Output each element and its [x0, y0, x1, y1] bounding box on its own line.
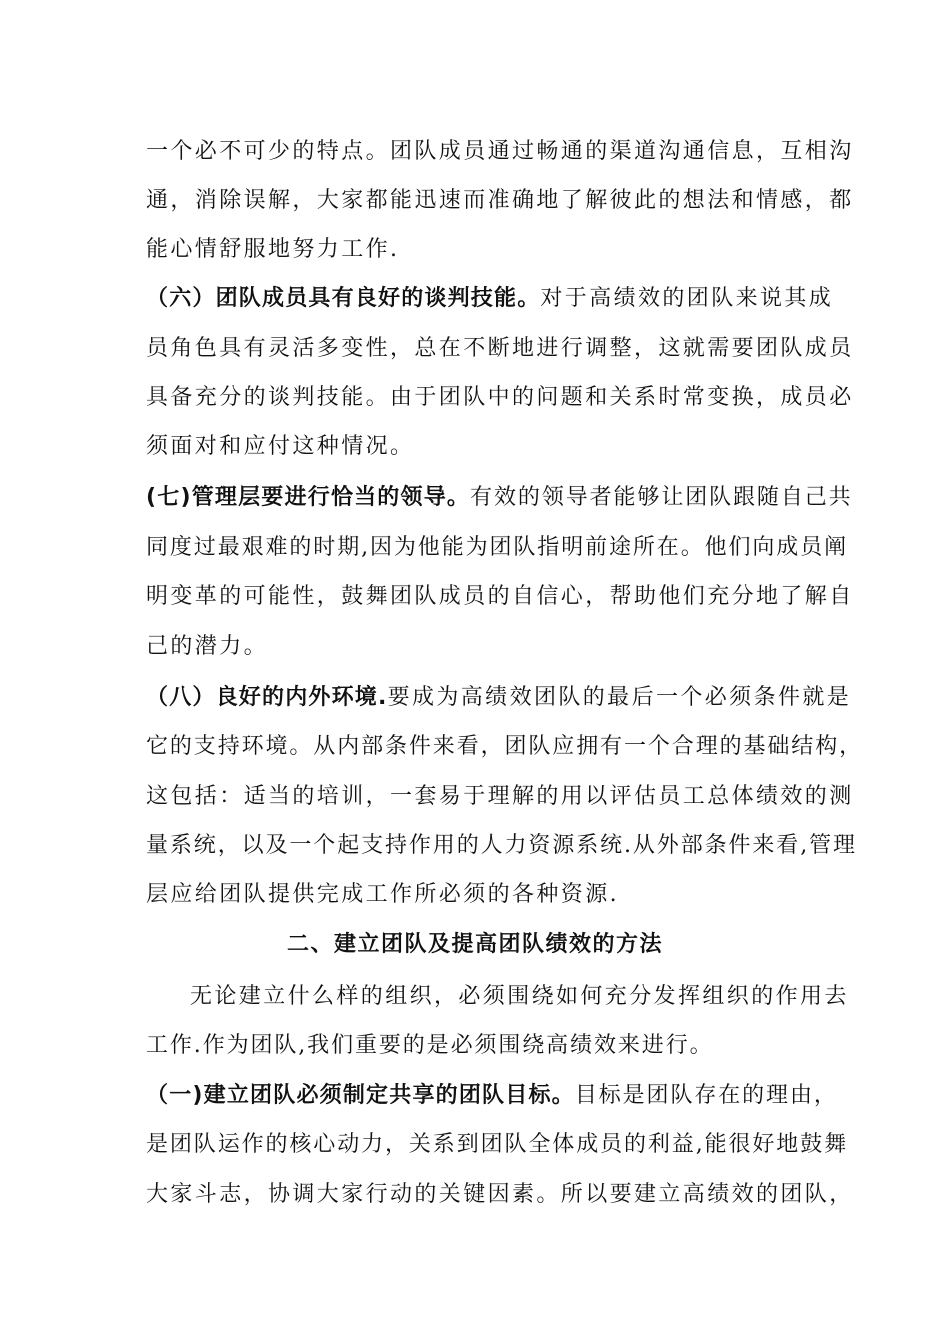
text-line: 这包括：适当的培训，一套易于理解的用以评估员工总体绩效的测 — [146, 784, 854, 809]
text-line: 一个必不可少的特点。团队成员通过畅通的渠道沟通信息，互相沟 — [146, 139, 854, 164]
text-line: 具备充分的谈判技能。由于团队中的问题和关系时常变换，成员必 — [146, 385, 854, 410]
paragraph-eight-title: （八）良好的内外环境. — [146, 685, 388, 710]
text-line: 大家斗志，协调大家行动的关键因素。所以要建立高绩效的团队， — [146, 1182, 854, 1207]
text-run: 有效的领导者能够让团队跟随自己共 — [470, 485, 853, 510]
paragraph-six-title: （六）团队成员具有良好的谈判技能。 — [146, 286, 541, 311]
section-one-first-line — [146, 1081, 838, 1111]
paragraph-seven-title: (七)管理层要进行恰当的领导。 — [146, 485, 471, 510]
paragraph-seven-first-line — [146, 483, 853, 513]
text-line: 同度过最艰难的时期,因为他能为团队指明前途所在。他们向成员阐 — [146, 535, 848, 560]
text-line: 明变革的可能性，鼓舞团队成员的自信心，帮助他们充分地了解自 — [146, 584, 854, 609]
text-line: 是团队运作的核心动力，关系到团队全体成员的利益,能很好地鼓舞 — [146, 1132, 848, 1157]
text-line: 员角色具有灵活多变性，总在不断地进行调整，这就需要团队成员 — [146, 336, 854, 361]
text-run: 对于高绩效的团队来说其成 — [540, 286, 834, 311]
text-line: 无论建立什么样的组织，必须围绕如何充分发挥组织的作用去 — [190, 984, 849, 1009]
text-run: 目标是团队存在的理由， — [574, 1083, 838, 1108]
text-line: 能心情舒服地努力工作. — [146, 237, 400, 262]
paragraph-six-first-line — [146, 284, 833, 314]
text-line: 量系统，以及一个起支持作用的人力资源系统.从外部条件来看,管理 — [146, 833, 857, 858]
text-run: 要成为高绩效团队的最后一个必须条件就是 — [387, 685, 852, 710]
text-line: 工作.作为团队,我们重要的是必须围绕高绩效来进行。 — [146, 1033, 714, 1058]
paragraph-eight-first-line — [146, 683, 851, 713]
section-one-title: （一)建立团队必须制定共享的团队目标。 — [146, 1083, 575, 1108]
text-line: 须面对和应付这种情况。 — [146, 434, 415, 459]
text-line: 层应给团队提供完成工作所必须的各种资源. — [146, 882, 619, 907]
text-line: 通，消除误解，大家都能迅速而准确地了解彼此的想法和情感，都 — [146, 188, 854, 213]
text-line: 己的潜力。 — [146, 634, 269, 659]
section-heading: 二、建立团队及提高团队绩效的方法 — [286, 932, 663, 957]
text-line: 它的支持环境。从内部条件来看，团队应拥有一个合理的基础结构， — [146, 734, 864, 759]
